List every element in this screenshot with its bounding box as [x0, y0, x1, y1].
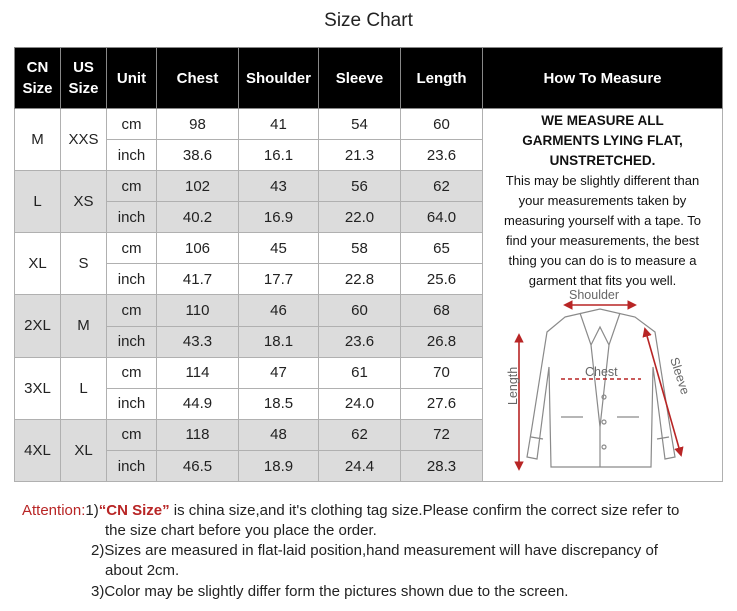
chest-cell: 114 — [157, 357, 239, 388]
note-1-cont: the size chart before you place the order. — [105, 522, 377, 539]
header-how-to-measure: How To Measure — [483, 48, 723, 109]
shoulder-cell: 18.9 — [239, 451, 319, 482]
sleeve-cell: 58 — [319, 233, 401, 264]
note-2-cont: about 2cm. — [105, 562, 180, 579]
shoulder-cell: 45 — [239, 233, 319, 264]
unit-cell: cm — [107, 233, 157, 264]
unit-cell: cm — [107, 171, 157, 202]
us-size-cell: XL — [61, 419, 107, 481]
chest-cell: 106 — [157, 233, 239, 264]
header-sleeve: Sleeve — [319, 48, 401, 109]
chest-cell: 44.9 — [157, 388, 239, 419]
shoulder-cell: 18.5 — [239, 388, 319, 419]
length-cell: 26.8 — [401, 326, 483, 357]
chest-cell: 110 — [157, 295, 239, 326]
length-cell: 23.6 — [401, 140, 483, 171]
sleeve-cell: 24.4 — [319, 451, 401, 482]
length-cell: 70 — [401, 357, 483, 388]
length-cell: 25.6 — [401, 264, 483, 295]
table-row — [15, 109, 723, 140]
note-1-prefix: 1) — [85, 502, 99, 519]
unit-cell: inch — [107, 140, 157, 171]
unit-cell: inch — [107, 451, 157, 482]
length-cell: 64.0 — [401, 202, 483, 233]
how-to-bold-line: UNSTRETCHED. — [549, 153, 656, 168]
chest-cell: 41.7 — [157, 264, 239, 295]
cn-size-cell: 3XL — [15, 357, 61, 419]
us-size-cell: S — [61, 233, 107, 295]
how-to-text-line: find your measurements, the best — [506, 233, 699, 248]
sleeve-cell: 22.8 — [319, 264, 401, 295]
cn-size-cell: L — [15, 171, 61, 233]
chest-cell: 46.5 — [157, 451, 239, 482]
sleeve-cell: 23.6 — [319, 326, 401, 357]
cn-size-cell: XL — [15, 233, 61, 295]
cn-size-cell: 4XL — [15, 419, 61, 481]
header-cn-size: CN Size — [15, 48, 61, 109]
unit-cell: cm — [107, 295, 157, 326]
note-1-bold: “CN Size” — [98, 502, 170, 519]
unit-cell: cm — [107, 357, 157, 388]
shoulder-cell: 16.1 — [239, 140, 319, 171]
chest-cell: 38.6 — [157, 140, 239, 171]
us-size-cell: XS — [61, 171, 107, 233]
sleeve-label: Sleeve — [667, 355, 693, 397]
unit-cell: inch — [107, 388, 157, 419]
page-title: Size Chart — [324, 10, 413, 31]
how-to-bold-line: WE MEASURE ALL — [541, 113, 664, 128]
chest-cell: 102 — [157, 171, 239, 202]
shoulder-cell: 46 — [239, 295, 319, 326]
sleeve-cell: 21.3 — [319, 140, 401, 171]
unit-cell: cm — [107, 419, 157, 450]
sleeve-cell: 54 — [319, 109, 401, 140]
chest-cell: 43.3 — [157, 326, 239, 357]
shoulder-cell: 41 — [239, 109, 319, 140]
attention-label: Attention: — [22, 502, 86, 519]
note-3: 3)Color may be slightly differ form the pictures shown due to the screen. — [91, 583, 569, 600]
header-unit: Unit — [107, 48, 157, 109]
us-size-cell: XXS — [61, 109, 107, 171]
shoulder-label: Shoulder — [569, 288, 620, 302]
header-us-size: US Size — [61, 48, 107, 109]
length-cell: 72 — [401, 419, 483, 450]
sleeve-cell: 61 — [319, 357, 401, 388]
sleeve-cell: 56 — [319, 171, 401, 202]
sleeve-cell: 60 — [319, 295, 401, 326]
length-cell: 68 — [401, 295, 483, 326]
jacket-outline — [527, 309, 675, 467]
sleeve-cell: 62 — [319, 419, 401, 450]
length-cell: 27.6 — [401, 388, 483, 419]
length-cell: 28.3 — [401, 451, 483, 482]
jacket-measure-diagram — [505, 287, 695, 477]
how-to-text-line: garment that fits you well. — [528, 273, 677, 288]
how-to-text-line: your measurements taken by — [518, 193, 687, 208]
how-to-text-line: measuring yourself with a tape. To — [503, 213, 702, 228]
note-2: 2)Sizes are measured in flat-laid position,hand measurement will have discrepancy of — [91, 542, 658, 559]
shoulder-cell: 17.7 — [239, 264, 319, 295]
header-chest: Chest — [157, 48, 239, 109]
cn-size-cell: 2XL — [15, 295, 61, 357]
length-cell: 62 — [401, 171, 483, 202]
unit-cell: inch — [107, 264, 157, 295]
unit-cell: cm — [107, 109, 157, 140]
chest-label: Chest — [585, 365, 618, 379]
header-row — [15, 48, 723, 109]
shoulder-cell: 18.1 — [239, 326, 319, 357]
length-cell: 60 — [401, 109, 483, 140]
note-1-text: is china size,and it's clothing tag size.Please confirm the correct size refer to — [169, 502, 680, 519]
how-to-text-line: thing you can do is to measure a — [508, 253, 697, 268]
unit-cell: inch — [107, 202, 157, 233]
shoulder-cell: 43 — [239, 171, 319, 202]
chest-cell: 40.2 — [157, 202, 239, 233]
chest-cell: 98 — [157, 109, 239, 140]
how-to-text-line: This may be slightly different than — [505, 173, 700, 188]
shoulder-cell: 48 — [239, 419, 319, 450]
sleeve-cell: 22.0 — [319, 202, 401, 233]
length-label: Length — [506, 366, 520, 405]
us-size-cell: L — [61, 357, 107, 419]
size-table — [14, 47, 723, 482]
header-length: Length — [401, 48, 483, 109]
unit-cell: inch — [107, 326, 157, 357]
chest-cell: 118 — [157, 419, 239, 450]
shoulder-cell: 16.9 — [239, 202, 319, 233]
how-to-bold-line: GARMENTS LYING FLAT, — [522, 133, 683, 148]
cn-size-cell: M — [15, 109, 61, 171]
us-size-cell: M — [61, 295, 107, 357]
shoulder-cell: 47 — [239, 357, 319, 388]
how-to-measure-panel — [483, 109, 723, 482]
sleeve-cell: 24.0 — [319, 388, 401, 419]
length-cell: 65 — [401, 233, 483, 264]
header-shoulder: Shoulder — [239, 48, 319, 109]
